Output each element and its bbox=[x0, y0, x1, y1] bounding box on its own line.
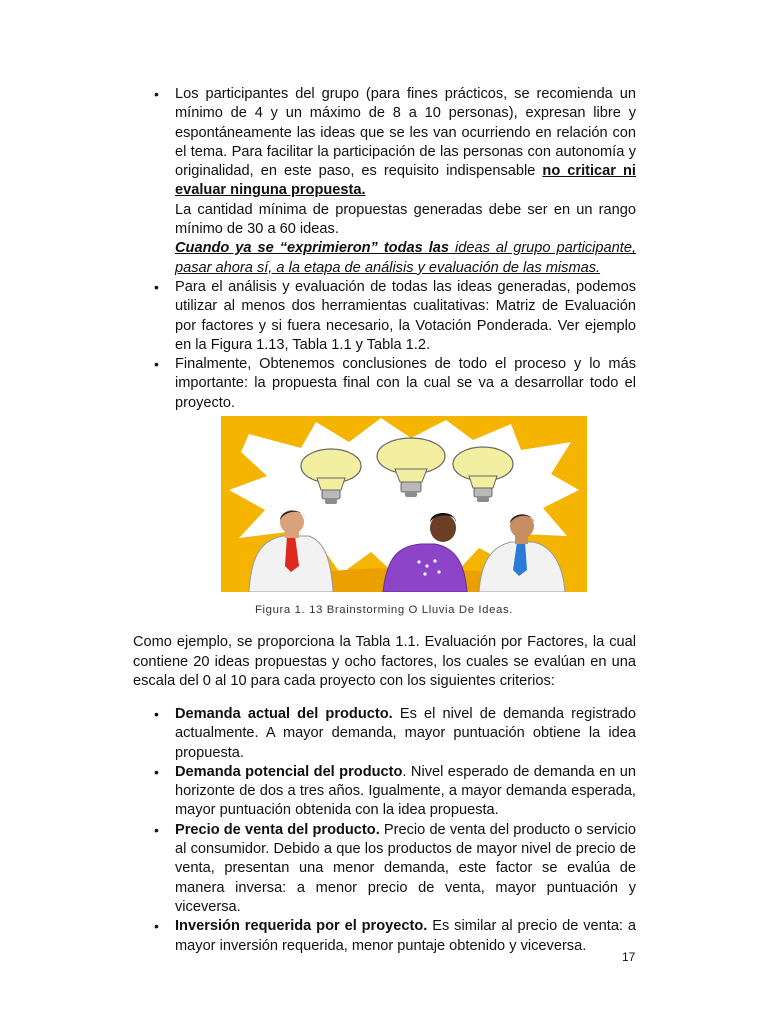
list-item bbox=[152, 278, 636, 355]
bullet-extra-text: La cantidad mínima de propuestas generadas debe ser en un rango mínimo de 30 a 60 ideas. bbox=[175, 201, 636, 238]
criterion-term: Inversión requerida por el proyecto. bbox=[175, 918, 428, 935]
emphasis-text: no criticar ni evaluar ninguna propuesta. bbox=[175, 163, 636, 199]
criterion-description: Es el nivel de demanda registrado actualmente. A mayor demanda, mayor puntuación obtiene la idea propuesta. bbox=[175, 706, 637, 761]
bullet-text: Para el análisis y evaluación de todas las ideas generadas, podemos utilizar al menos dos herramientas cualitativas: Matriz de Evaluación por factores y si fuera necesario, la Votación Ponderada. Ver ejemplo en la Figura 1.13, Tabla 1.1 y Tabla 1.2. bbox=[175, 278, 636, 353]
top-bullet-list bbox=[152, 85, 636, 413]
bullet-text: Los participantes del grupo (para fines prácticos, se recomienda un mínimo de 4 y un máximo de 8 a 10 personas), expresan libre y espontáneamente las ideas que se les van ocurriendo en relación con el tema. Para facilitar la participación de las personas con autonomía y originalidad, en este paso, es requisito indispensable bbox=[175, 86, 636, 180]
criterion-description: Precio de venta del producto o servicio al consumidor. Debido a que los productos de mayor nivel de precio de venta, presentan una menor demanda, este factor se evalúa de manera inversa: a menor precio de venta, mayor puntuación y viceversa. bbox=[175, 821, 636, 915]
criterion-description: Es similar al precio de venta: a mayor inversión requerida, menor puntaje obtenido y viceversa. bbox=[175, 918, 637, 954]
list-item bbox=[152, 763, 636, 821]
criterion-description: . Nivel esperado de demanda en un horizonte de dos a tres años. Igualmente, a mayor demanda esperada, mayor puntuación obtenida con la idea propuesta. bbox=[175, 763, 637, 819]
bullet-text: Finalmente, Obtenemos conclusiones de todo el proceso y lo más importante: la propuesta final con la cual se va a desarrollar todo el proyecto. bbox=[175, 356, 636, 411]
list-item bbox=[152, 85, 636, 278]
page-number: 17 bbox=[622, 950, 636, 964]
criteria-list bbox=[152, 705, 636, 956]
italic-bold-text: Cuando ya se “exprimieron” todas las bbox=[175, 240, 450, 257]
brainstorming-illustration bbox=[221, 416, 587, 592]
list-item bbox=[152, 705, 636, 763]
list-item bbox=[152, 917, 636, 956]
intro-paragraph: Como ejemplo, se proporciona la Tabla 1.1. Evaluación por Factores, la cual contiene 20 ideas propuestas y ocho factores, los cuales se evalúan en una escala del 0 al 10 para cada proyecto con los siguientes criterios: bbox=[133, 634, 636, 690]
italic-text: ideas al grupo participante, pasar ahora sí, a la etapa de análisis y evaluación de las mismas. bbox=[175, 240, 637, 276]
criterion-term: Precio de venta del producto. bbox=[175, 821, 380, 838]
criterion-term: Demanda potencial del producto bbox=[175, 763, 403, 780]
list-item bbox=[152, 821, 636, 917]
criterion-term: Demanda actual del producto. bbox=[175, 706, 393, 722]
list-item bbox=[152, 355, 636, 413]
figure-caption: Figura 1. 13 Brainstorming O Lluvia De Ideas. bbox=[254, 604, 514, 616]
